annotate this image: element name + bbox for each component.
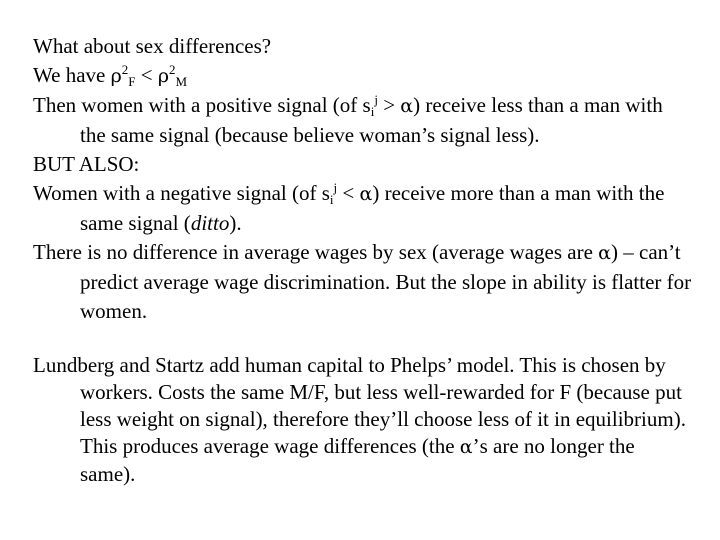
question-text: What about sex differences? [33, 34, 272, 58]
question-line [33, 32, 693, 61]
negative-signal-prefix: Women with a negative signal (of s [33, 181, 330, 205]
rho-line-prefix: We have [33, 63, 111, 87]
negative-signal-suffix: ) receive more than a man with the same signal ( [80, 181, 665, 235]
less-than-operator: < [135, 63, 158, 87]
slide-body [33, 32, 693, 488]
rho-symbol-male: ρ [157, 65, 170, 87]
positive-signal-prefix: Then women with a positive signal (of s [33, 93, 371, 117]
alpha-symbol: α [359, 183, 373, 205]
average-wages-suffix: ) – can’t predict average wage discrimination. But the slope in ability is flatter for women. [80, 240, 692, 323]
signal-subscript-i: i [329, 192, 334, 207]
lundberg-startz-suffix: ’s are no longer the same). [80, 434, 635, 486]
ditto-italic: ditto [190, 211, 230, 235]
rho-comparison-line [33, 61, 693, 91]
rho-female-superscript: 2 [121, 62, 129, 77]
less-than-operator: < [337, 181, 360, 205]
average-wages-paragraph [33, 238, 693, 326]
signal-subscript-i: i [370, 104, 375, 119]
alpha-symbol: α [400, 95, 414, 117]
negative-signal-paragraph [33, 179, 693, 238]
signal-superscript-j: j [333, 180, 338, 195]
average-wages-prefix: There is no difference in average wages by sex (average wages are [33, 240, 599, 264]
lundberg-startz-prefix: Lundberg and Startz add human capital to Phelps’ model. This is chosen by workers. Costs the same M/F, but less well-rewarded for F (because put less weight on signal), therefore they’ll choose less of it in equilibrium). This produces average wage differences (the [33, 353, 686, 458]
greater-than-operator: > [377, 93, 401, 117]
positive-signal-suffix: ) receive less than a man with the same signal (because believe woman’s signal less). [80, 93, 663, 147]
rho-female-subscript: F [128, 74, 136, 89]
rho-male-subscript: M [175, 74, 188, 89]
rho-male-superscript: 2 [169, 62, 176, 77]
lundberg-startz-paragraph [33, 352, 693, 488]
but-also-text: BUT ALSO: [33, 152, 140, 176]
signal-superscript-j: j [374, 92, 378, 107]
alpha-symbol: α [598, 242, 611, 264]
positive-signal-paragraph [33, 91, 693, 150]
but-also-line [33, 150, 693, 179]
negative-signal-end: ). [229, 211, 242, 235]
rho-symbol-female: ρ [110, 65, 122, 87]
alpha-symbol: α [459, 436, 473, 458]
